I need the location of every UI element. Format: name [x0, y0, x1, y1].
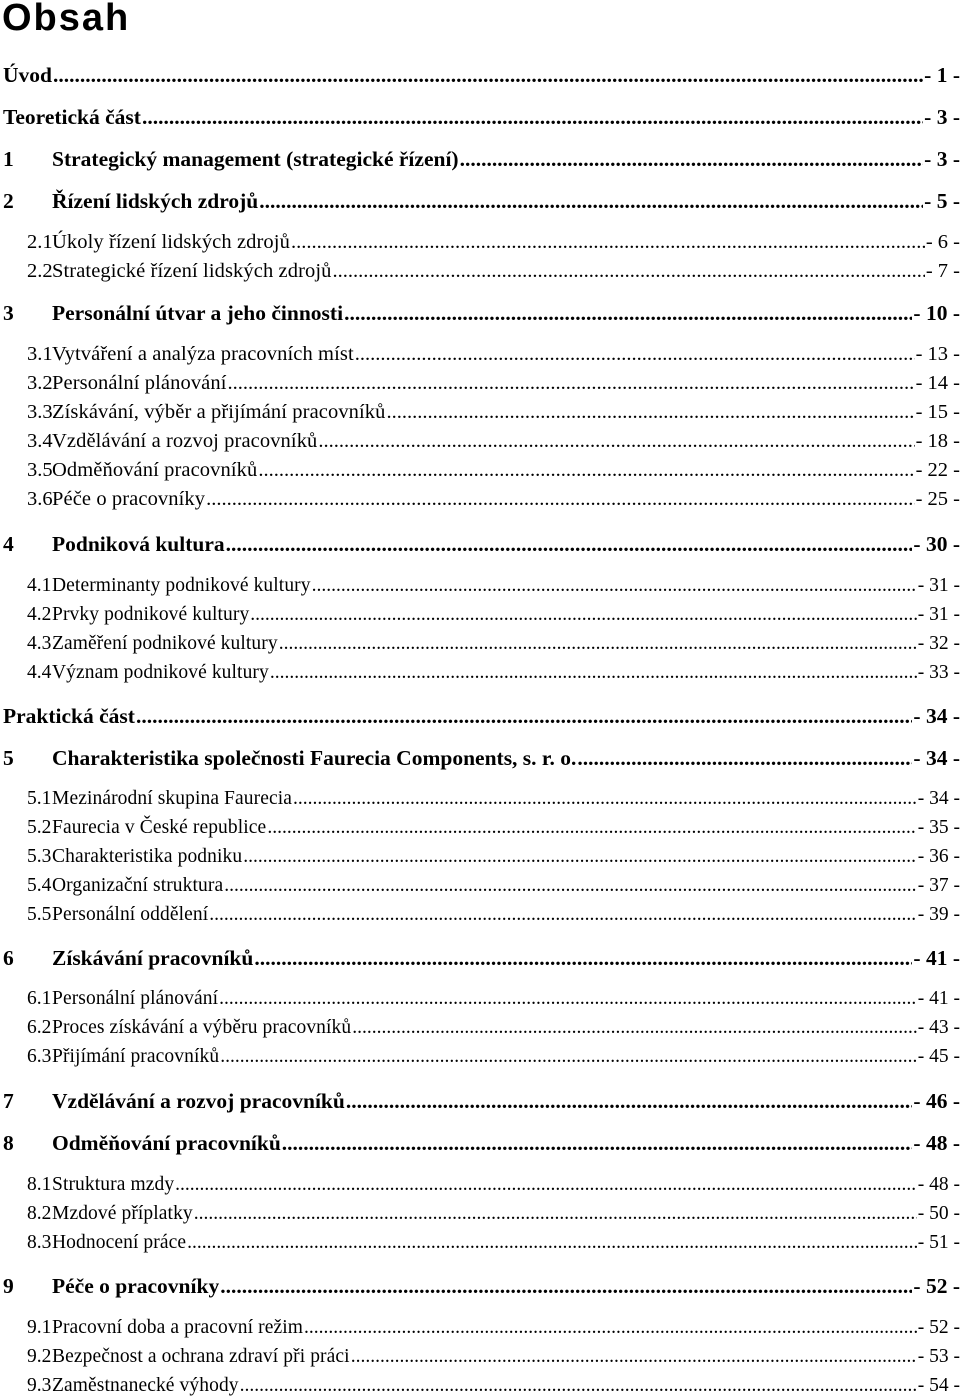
toc-entry[interactable]: [3, 188, 960, 214]
toc-dot-leader: [281, 1130, 913, 1156]
toc-entry-title: Úvod: [3, 63, 52, 87]
toc-entry-number: 3: [3, 301, 14, 325]
toc-entry[interactable]: [3, 258, 960, 284]
toc-entry[interactable]: [3, 631, 960, 657]
toc-entry-page: - 18 -: [915, 430, 960, 452]
toc-entry-page: - 34 -: [917, 788, 960, 809]
toc-entry-title: Hodnocení práce: [52, 1232, 187, 1253]
toc-entry-number: 4: [3, 532, 14, 556]
toc-entry-title: Prvky podnikové kultury: [52, 604, 250, 625]
toc-entry[interactable]: [3, 62, 960, 88]
toc-entry-page: - 54 -: [917, 1375, 960, 1396]
toc-entry[interactable]: [3, 786, 960, 812]
toc-entry-number: 6.1: [27, 988, 52, 1009]
toc-dot-leader: [223, 873, 917, 899]
toc-entry[interactable]: [3, 1044, 960, 1070]
toc-entry-number: 4.1: [27, 575, 52, 596]
toc-entry[interactable]: [3, 341, 960, 367]
toc-dot-leader: [258, 188, 923, 214]
toc-entry-number: 3.4: [27, 430, 53, 452]
toc-entry[interactable]: [3, 1315, 960, 1341]
toc-entry-title: Zaměstnanecké výhody: [52, 1375, 239, 1396]
toc-dot-leader: [354, 341, 915, 367]
toc-entry-page: - 48 -: [917, 1174, 960, 1195]
toc-dot-leader: [332, 258, 925, 284]
toc-entry-number: 3.5: [27, 459, 53, 481]
toc-entry-title: Úkoly řízení lidských zdrojů: [52, 231, 290, 253]
toc-entry-title: Význam podnikové kultury: [52, 662, 269, 683]
toc-entry-number: 9: [3, 1274, 14, 1298]
toc-entry-number: 8.2: [27, 1203, 52, 1224]
toc-dot-leader: [219, 1044, 917, 1070]
toc-entry[interactable]: [3, 815, 960, 841]
toc-entry-page: - 35 -: [917, 817, 960, 838]
toc-entry-page: - 15 -: [915, 401, 960, 423]
toc-entry-page: - 46 -: [913, 1089, 960, 1113]
toc-entry-number: 9.2: [27, 1346, 52, 1367]
toc-dot-leader: [317, 428, 914, 454]
toc-entry-page: - 31 -: [917, 575, 960, 596]
toc-entry-title: Vzdělávání a rozvoj pracovníků: [52, 430, 318, 452]
toc-entry-number: 8: [3, 1131, 14, 1155]
toc-dot-leader: [174, 1172, 917, 1198]
toc-entry-number: 1: [3, 147, 14, 171]
toc-entry[interactable]: [3, 531, 960, 557]
toc-entry[interactable]: [3, 300, 960, 326]
toc-entry-page: - 30 -: [913, 532, 960, 556]
toc-entry-page: - 53 -: [917, 1346, 960, 1367]
toc-entry-title: Získávání pracovníků: [52, 946, 254, 970]
toc-entry-page: - 33 -: [917, 662, 960, 683]
toc-entry[interactable]: [3, 229, 960, 255]
toc-entry-number: 5.2: [27, 817, 52, 838]
toc-dot-leader: [225, 531, 913, 557]
toc-entry[interactable]: [3, 486, 960, 512]
toc-entry-title: Personální útvar a jeho činnosti: [52, 301, 344, 325]
toc-entry-title: Teoretická část: [3, 105, 141, 129]
toc-dot-leader: [269, 660, 917, 686]
toc-entry-title: Personální plánování: [52, 372, 227, 394]
toc-entry-number: 2.1: [27, 231, 53, 253]
toc-dot-leader: [193, 1201, 917, 1227]
toc-entry-title: Charakteristika podniku: [52, 846, 243, 867]
toc-entry-title: Struktura mzdy: [52, 1174, 175, 1195]
toc-entry-page: - 32 -: [917, 633, 960, 654]
toc-entry[interactable]: [3, 1015, 960, 1041]
toc-entry-number: 2: [3, 189, 14, 213]
toc-entry-page: - 39 -: [917, 904, 960, 925]
toc-entry-page: - 50 -: [917, 1203, 960, 1224]
toc-entry-title: Bezpečnost a ochrana zdraví při práci: [52, 1346, 350, 1367]
toc-entry-title: Pracovní doba a pracovní režim: [52, 1317, 303, 1338]
toc-entry-title: Mezinárodní skupina Faurecia: [52, 788, 292, 809]
toc-entry-title: Personální plánování: [52, 988, 219, 1009]
toc-dot-leader: [242, 844, 917, 870]
toc-entry-number: 3.6: [27, 488, 53, 510]
toc-dot-leader: [253, 945, 912, 971]
toc-entry-page: - 52 -: [913, 1274, 960, 1298]
toc-dot-leader: [205, 486, 914, 512]
toc-entry-page: - 14 -: [915, 372, 960, 394]
toc-entry-number: 5.1: [27, 788, 52, 809]
toc-dot-leader: [135, 703, 912, 729]
toc-dot-leader: [311, 573, 917, 599]
toc-dot-leader: [350, 1344, 917, 1370]
toc-entry-page: - 6 -: [925, 231, 960, 253]
toc-entry[interactable]: [3, 703, 960, 729]
toc-entry-number: 5.4: [27, 875, 52, 896]
toc-entry-number: 5.3: [27, 846, 52, 867]
toc-entry-title: Faurecia v České republice: [52, 817, 267, 838]
toc-entry-title: Mzdové příplatky: [52, 1203, 193, 1224]
page-title: Obsah: [2, 0, 131, 39]
toc-entry[interactable]: [3, 1201, 960, 1227]
toc-entry-number: 9.1: [27, 1317, 52, 1338]
toc-dot-leader: [218, 986, 917, 1012]
toc-entry[interactable]: [3, 104, 960, 130]
toc-entry[interactable]: [3, 873, 960, 899]
toc-entry-page: - 41 -: [917, 988, 960, 1009]
toc-entry-title: Odměňování pracovníků: [52, 459, 258, 481]
toc-entry[interactable]: [3, 945, 960, 971]
toc-dot-leader: [186, 1230, 917, 1256]
toc-dot-leader: [141, 104, 923, 130]
toc-dot-leader: [219, 1273, 912, 1299]
toc-dot-leader: [343, 300, 912, 326]
toc-entry-title: Řízení lidských zdrojů: [52, 189, 259, 213]
toc-entry-number: 5.5: [27, 904, 52, 925]
toc-entry-page: - 5 -: [924, 189, 960, 213]
toc-entry-number: 8.3: [27, 1232, 52, 1253]
toc-entry-title: Determinanty podnikové kultury: [52, 575, 311, 596]
toc-dot-leader: [303, 1315, 917, 1341]
toc-dot-leader: [345, 1088, 913, 1114]
toc-entry-page: - 25 -: [915, 488, 960, 510]
toc-entry-number: 6: [3, 946, 14, 970]
toc-entry-page: - 22 -: [915, 459, 960, 481]
toc-entry-title: Péče o pracovníky: [52, 488, 206, 510]
toc-entry-page: - 41 -: [913, 946, 960, 970]
toc-entry[interactable]: [3, 1344, 960, 1370]
toc-dot-leader: [257, 457, 914, 483]
toc-entry[interactable]: [3, 1130, 960, 1156]
toc-entry-title: Odměňování pracovníků: [52, 1131, 281, 1155]
toc-entry-title: Organizační struktura: [52, 875, 224, 896]
toc-entry-title: Strategické řízení lidských zdrojů: [52, 260, 332, 282]
toc-entry-page: - 37 -: [917, 875, 960, 896]
toc-entry-page: - 31 -: [917, 604, 960, 625]
toc-entry-number: 9.3: [27, 1375, 52, 1396]
toc-entry-title: Získávání, výběr a přijímání pracovníků: [52, 401, 386, 423]
toc-entry-number: 7: [3, 1089, 14, 1113]
toc-entry[interactable]: [3, 146, 960, 172]
toc-entry-page: - 43 -: [917, 1017, 960, 1038]
toc-entry-number: 4.3: [27, 633, 52, 654]
toc-entry-number: 4.4: [27, 662, 52, 683]
toc-entry-page: - 3 -: [924, 105, 960, 129]
toc-entry-page: - 48 -: [913, 1131, 960, 1155]
toc-entry[interactable]: [3, 602, 960, 628]
toc-entry-number: 3.3: [27, 401, 53, 423]
toc-entry-page: - 36 -: [917, 846, 960, 867]
toc-entry[interactable]: [3, 1172, 960, 1198]
toc-entry-title: Praktická část: [3, 704, 135, 728]
toc-entry-title: Personální oddělení: [52, 904, 209, 925]
toc-entry-number: 5: [3, 746, 14, 770]
toc-dot-leader: [52, 62, 923, 88]
toc-entry[interactable]: [3, 370, 960, 396]
toc-entry-number: 6.2: [27, 1017, 52, 1038]
toc-dot-leader: [290, 229, 925, 255]
toc-entry-title: Charakteristika společnosti Faurecia Components, s. r. o.: [52, 746, 577, 770]
toc-entry[interactable]: [3, 1088, 960, 1114]
toc-dot-leader: [278, 631, 917, 657]
toc-dot-leader: [386, 399, 915, 425]
toc-entry-title: Proces získávání a výběru pracovníků: [52, 1017, 352, 1038]
toc-entry-page: - 45 -: [917, 1046, 960, 1067]
toc-entry-page: - 34 -: [913, 746, 960, 770]
toc-entry-number: 3.2: [27, 372, 53, 394]
toc-entry-number: 2.2: [27, 260, 53, 282]
toc-entry[interactable]: [3, 844, 960, 870]
toc-dot-leader: [249, 602, 916, 628]
toc-entry[interactable]: [3, 986, 960, 1012]
toc-entry-title: Vzdělávání a rozvoj pracovníků: [52, 1089, 345, 1113]
toc-dot-leader: [266, 815, 916, 841]
toc-entry[interactable]: [3, 745, 960, 771]
toc-entry-number: 8.1: [27, 1174, 52, 1195]
toc-dot-leader: [208, 902, 917, 928]
toc-entry[interactable]: [3, 573, 960, 599]
toc-entry-title: Strategický management (strategické řízení): [52, 147, 459, 171]
toc-dot-leader: [292, 786, 917, 812]
toc-entry-title: Přijímání pracovníků: [52, 1046, 220, 1067]
toc-entry-number: 3.1: [27, 343, 53, 365]
toc-entry[interactable]: [3, 457, 960, 483]
toc-entry[interactable]: [3, 428, 960, 454]
toc-entry-title: Podniková kultura: [52, 532, 225, 556]
toc-dot-leader: [239, 1373, 917, 1399]
toc-entry-page: - 52 -: [917, 1317, 960, 1338]
toc-entry[interactable]: [3, 902, 960, 928]
toc-entry[interactable]: [3, 660, 960, 686]
toc-entry-page: - 7 -: [925, 260, 960, 282]
toc-entry[interactable]: [3, 1230, 960, 1256]
toc-entry-page: - 1 -: [924, 63, 960, 87]
toc-entry-title: Vytváření a analýza pracovních míst: [52, 343, 354, 365]
toc-dot-leader: [459, 146, 924, 172]
toc-entry[interactable]: [3, 1273, 960, 1299]
toc-entry-title: Zaměření podnikové kultury: [52, 633, 278, 654]
toc-dot-leader: [227, 370, 915, 396]
toc-entry-number: 4.2: [27, 604, 52, 625]
toc-dot-leader: [351, 1015, 916, 1041]
toc-entry-number: 6.3: [27, 1046, 52, 1067]
toc-entry[interactable]: [3, 399, 960, 425]
toc-entry-page: - 10 -: [913, 301, 960, 325]
toc-entry-page: - 34 -: [913, 704, 960, 728]
toc-entry-page: - 13 -: [915, 343, 960, 365]
toc-entry-page: - 3 -: [924, 147, 960, 171]
toc-entry[interactable]: [3, 1373, 960, 1399]
toc-dot-leader: [576, 745, 912, 771]
toc-entry-page: - 51 -: [917, 1232, 960, 1253]
toc-entry-title: Péče o pracovníky: [52, 1274, 220, 1298]
